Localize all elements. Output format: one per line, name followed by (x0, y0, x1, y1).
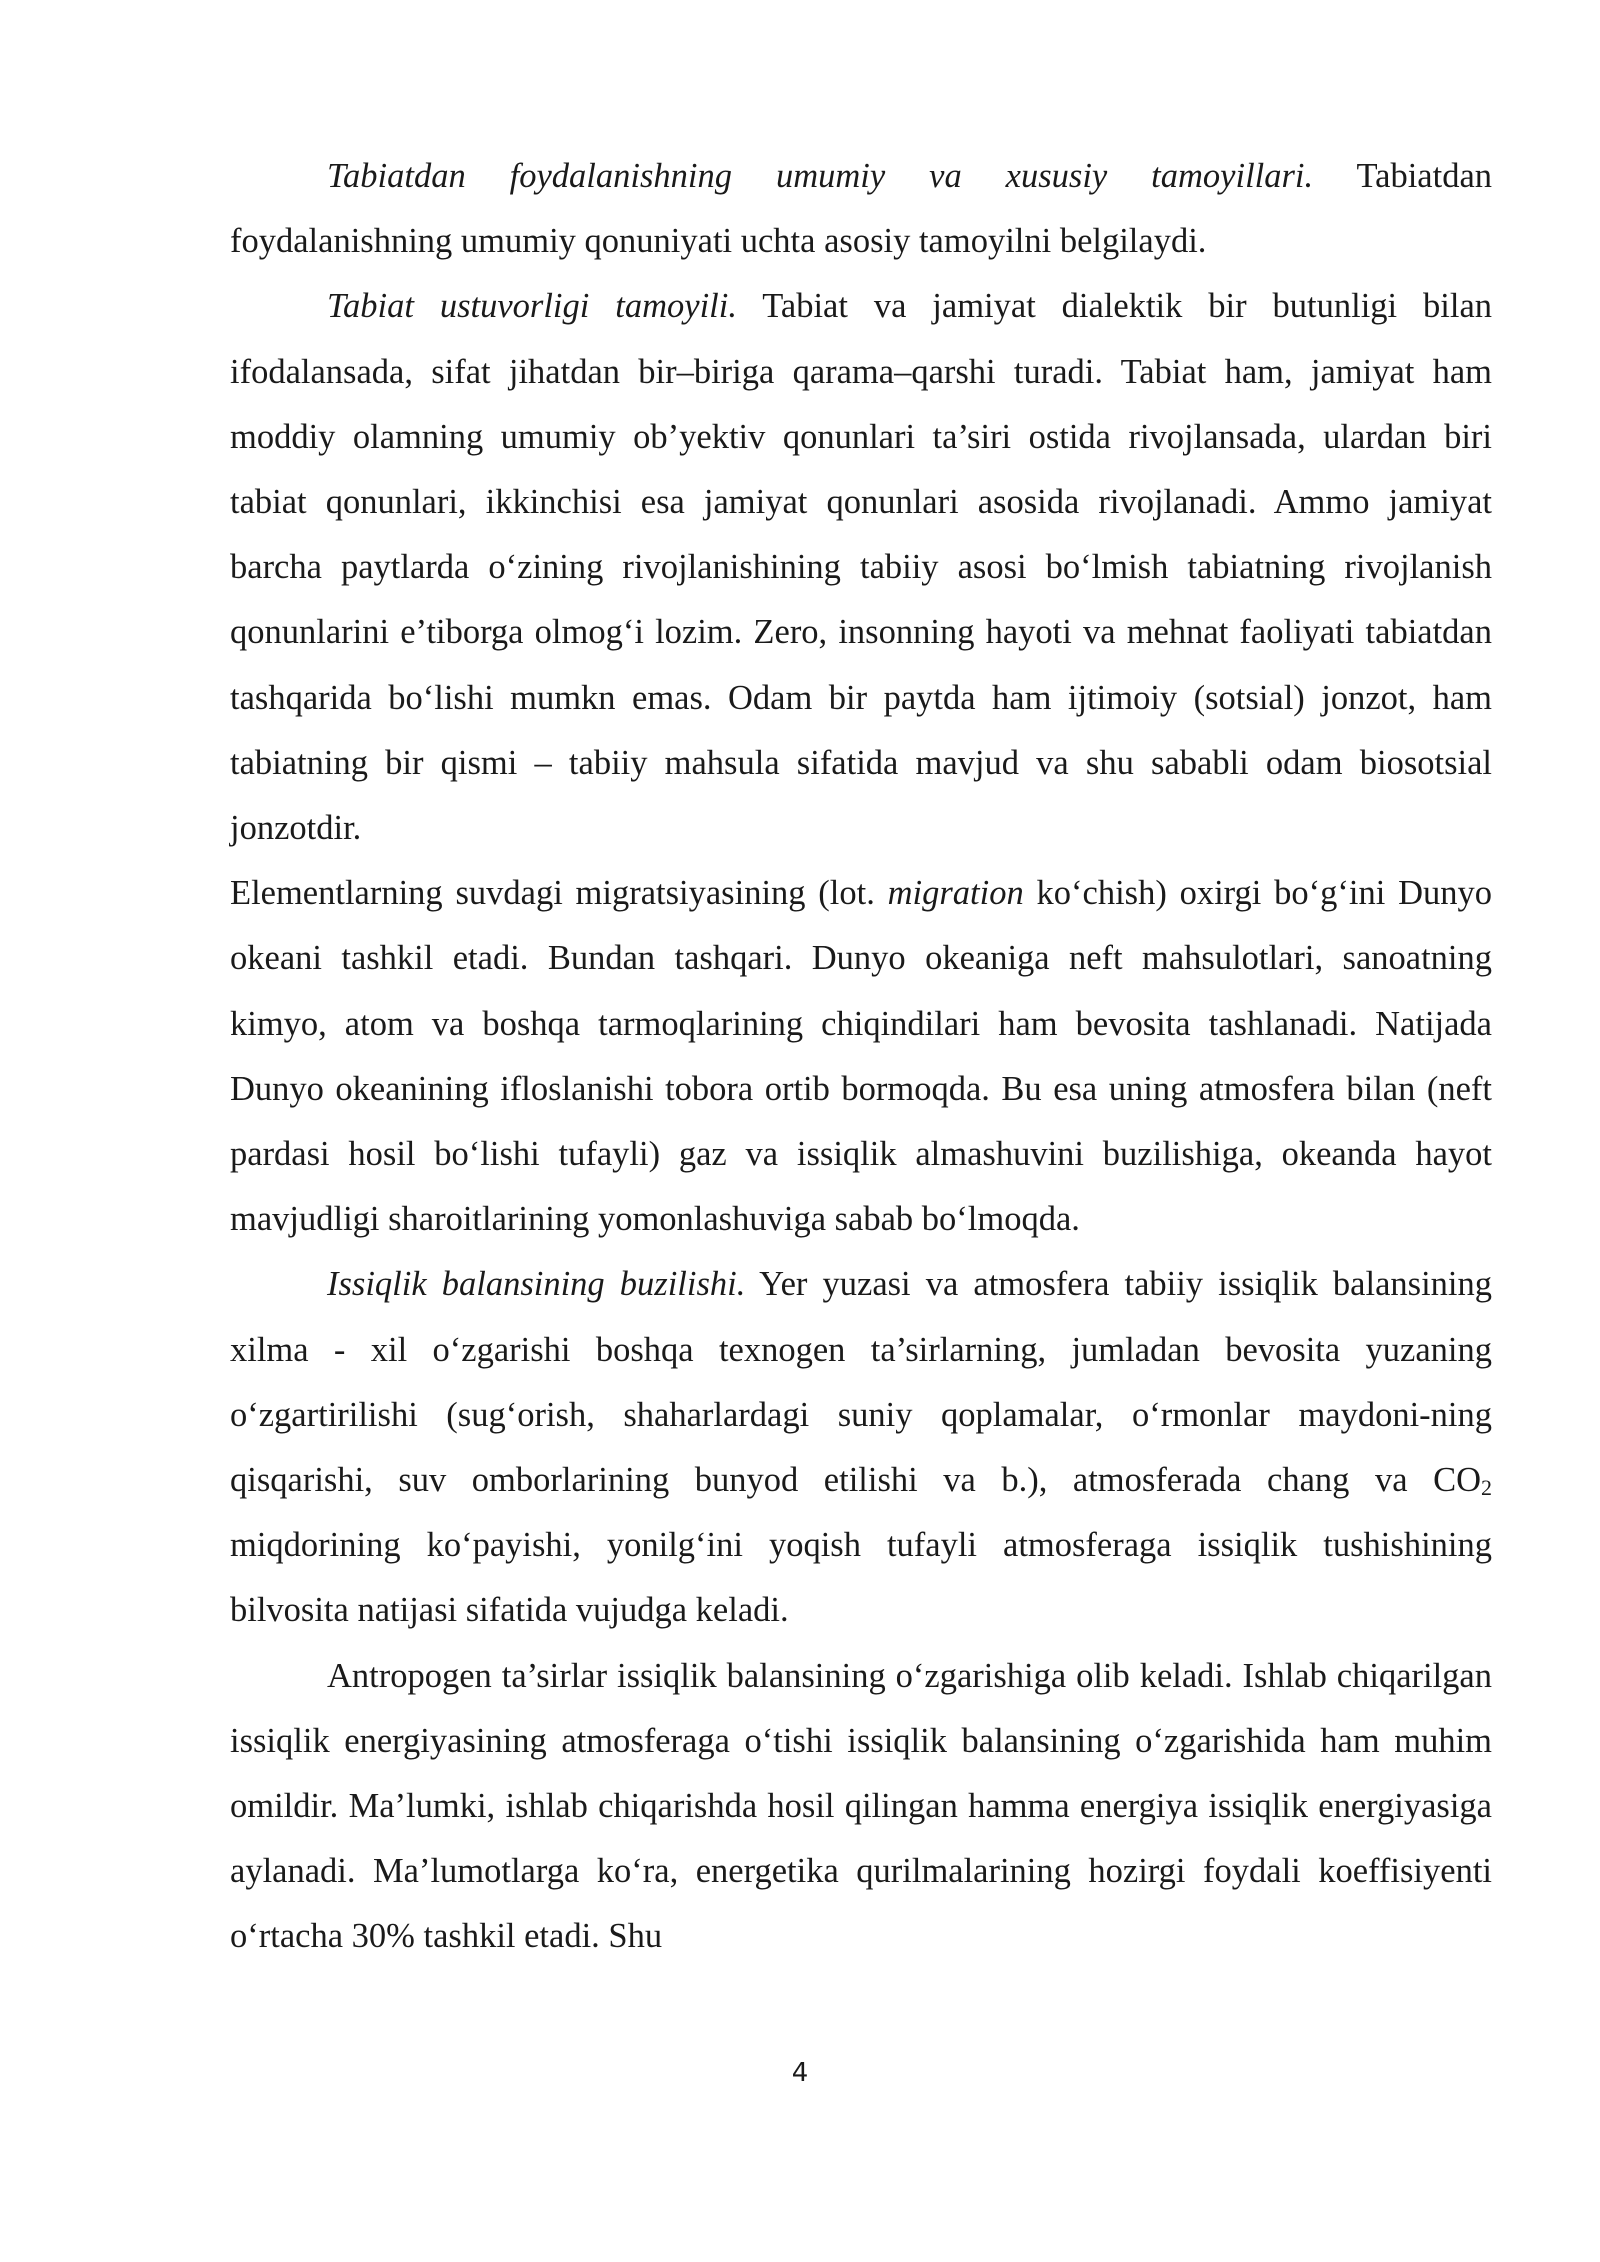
paragraph-principles-intro (230, 144, 1492, 274)
paragraph-heat-balance (230, 1252, 1492, 1643)
paragraph-nature-priority (230, 274, 1492, 861)
paragraph-text: miqdorining ko‘payishi, yonilg‘ini yoqish tufayli atmosferaga issiqlik tushishining bilvosita natijasi sifatida vujudga keladi. (230, 1526, 1492, 1630)
body-text (230, 144, 1492, 1970)
italic-heading: Issiqlik balansining buzilishi. (327, 1265, 746, 1304)
italic-heading: Tabiat ustuvorligi tamoyili. (327, 287, 737, 326)
paragraph-text: Antropogen ta’sirlar issiqlik balansining o‘zgarishiga olib keladi. Ishlab chiqarilgan issiqlik energiyasining atmosferaga o‘tishi issiqlik balansining o‘zgarishida ham muhim omildir. Ma’lumki, ishlab chiqarishda hosil qilingan hamma energiya issiqlik energiyasiga aylanadi. Ma’lumotlarga ko‘ra, energetika qurilmalarining hozirgi foydali koeffisiyenti o‘rtacha 30% tashkil etadi. Shu (230, 1656, 1492, 1956)
italic-term: migration (887, 874, 1024, 913)
paragraph-anthropogen (230, 1644, 1492, 1970)
paragraph-text: Tabiatdan foydalanishning umumiy qonuniyati uchta asosiy tamoyilni belgilaydi. (230, 157, 1493, 261)
paragraph-text: Yer yuzasi va atmosfera tabiiy issiqlik balansining xilma - xil o‘zgarishi boshqa texnogen ta’sirlarning, jumladan bevosita yuzaning o‘zgartirilishi (sug‘orish, shaharlardagi suniy qoplamalar, o‘rmonlar maydoni-ning qisqarishi, suv omborlarining bunyod etilishi va b.), atmosferada chang va CO (230, 1265, 1492, 1500)
page-number: 4 (791, 2058, 809, 2088)
paragraph-text: Tabiat va jamiyat dialektik bir butunligi bilan ifodalansada, sifat jihatdan bir–biriga qarama–qarshi turadi. Tabiat ham, jamiyat ham moddiy olamning umumiy ob’yektiv qonunlari ta’siri ostida rivojlansada, ulardan biri tabiat qonunlari, ikkinchisi esa jamiyat qonunlari asosida rivojlanadi. Ammo jamiyat barcha paytlarda o‘zining rivojlanishining tabiiy asosi bo‘lmish tabiatning rivojlanish qonunlarini e’tiborga olmog‘i lozim. Zero, insonning hayoti va mehnat faoliyati tabiatdan tashqarida bo‘lishi mumkn emas. Odam bir paytda ham ijtimoiy (sotsial) jonzot, ham tabiatning bir qismi – tabiiy mahsula sifatida mavjud va shu sababli odam biosotsial jonzotdir. (230, 287, 1493, 848)
paragraph-migration (230, 861, 1492, 1252)
paragraph-text: ko‘chish) oxirgi bo‘g‘ini Dunyo okeani tashkil etadi. Bundan tashqari. Dunyo okeaniga neft mahsulotlari, sanoatning kimyo, atom va boshqa tarmoqlarining chiqindilari ham bevosita tashlanadi. Natijada Dunyo okeanining ifloslanishi tobora ortib bormoqda. Bu esa uning atmosfera bilan (neft pardasi hosil bo‘lishi tufayli) gaz va issiqlik almashuvini buzilishiga, okeanda hayot mavjudligi sharoitlarining yomonlashuviga sabab bo‘lmoqda. (230, 874, 1492, 1239)
subscript: 2 (1481, 1475, 1492, 1501)
italic-heading: Tabiatdan foydalanishning umumiy va xususiy tamoyillari. (327, 157, 1314, 195)
paragraph-text: Elementlarning suvdagi migratsiyasining (lot. (230, 874, 888, 913)
